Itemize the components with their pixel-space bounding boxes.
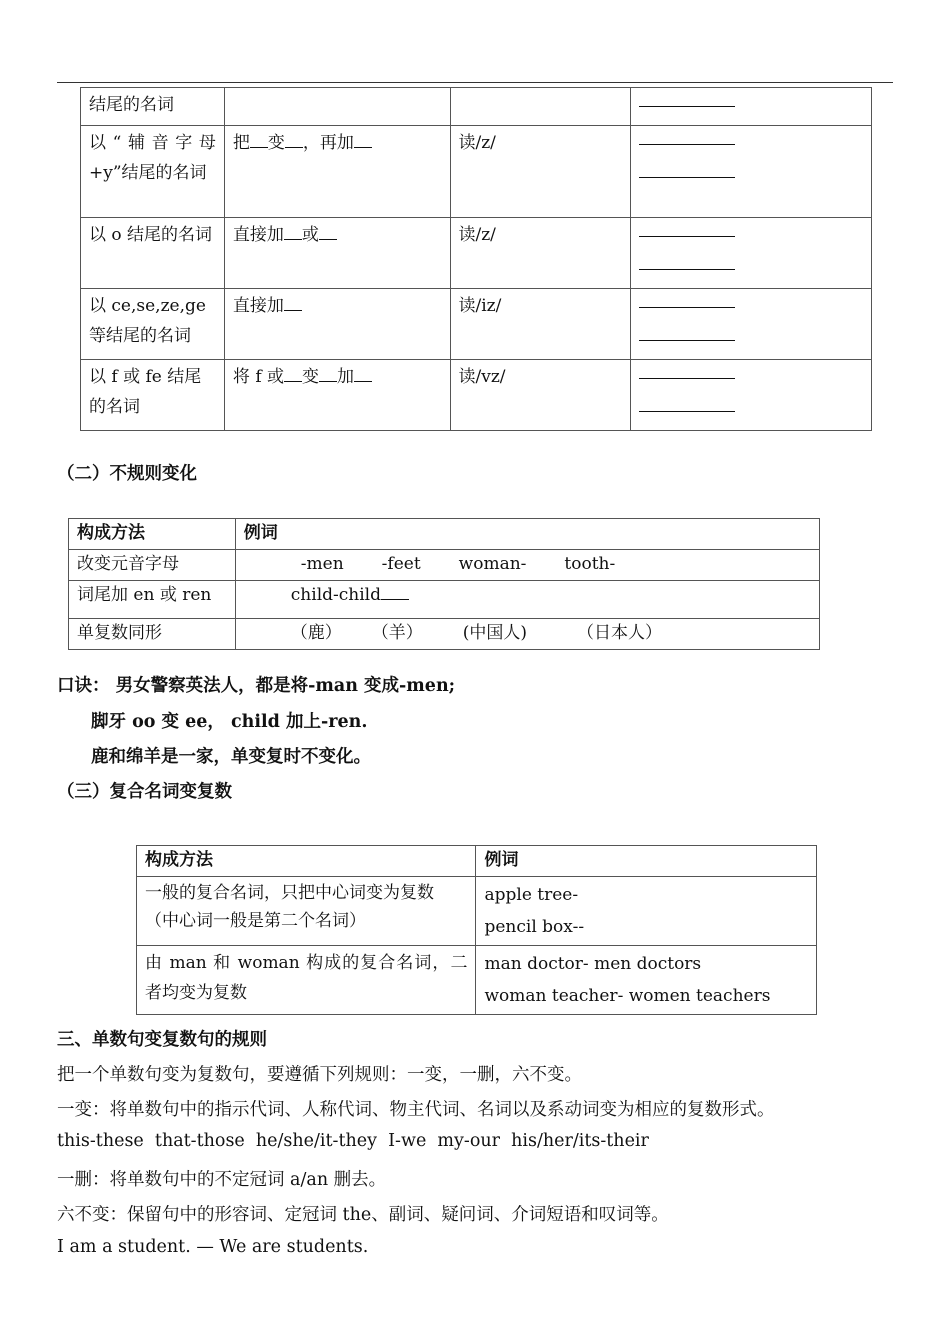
header-rule: [57, 82, 893, 83]
table-row: [137, 877, 817, 946]
examples-cell: child-child: [235, 581, 819, 619]
column-header: 构成方法: [137, 846, 476, 877]
answer-blank[interactable]: [639, 220, 735, 237]
table-row: [69, 581, 820, 619]
pronunciation-cell: 读/z/: [450, 218, 631, 289]
answer-blank[interactable]: [639, 90, 735, 107]
answer-cell: [631, 289, 872, 360]
compound-table: [136, 845, 817, 1015]
table-row: [81, 218, 872, 289]
rule-cell: 结尾的名词: [81, 88, 225, 126]
rule-cell: 以 o 结尾的名词: [81, 218, 225, 289]
part3-paragraph-5: 六不变：保留句中的形容词、定冠词 the、副词、疑问词、介词短语和叹词等。: [57, 1205, 669, 1225]
method-cell: 改变元音字母: [69, 550, 236, 581]
table-row: [81, 289, 872, 360]
mnemonic-line-1: 口诀： 男女警察英法人，都是将-man 变成-men;: [57, 676, 456, 696]
section-heading-compound: （三）复合名词变复数: [57, 782, 232, 802]
part3-paragraph-6: I am a student. — We are students.: [57, 1237, 369, 1257]
method-cell: [224, 88, 450, 126]
part3-paragraph-2: 一变：将单数句中的指示代词、人称代词、物主代词、名词以及系动词变为相应的复数形式。: [57, 1100, 775, 1120]
irregular-table: [68, 518, 820, 650]
table-row: [69, 550, 820, 581]
pronunciation-cell: 读/vz/: [450, 360, 631, 431]
column-header: 例词: [235, 519, 819, 550]
answer-blank[interactable]: [639, 253, 735, 270]
part3-paragraph-4: 一删：将单数句中的不定冠词 a/an 删去。: [57, 1170, 387, 1190]
part3-paragraph-3: this-these that-those he/she/it-they I-we my-our his/her/its-their: [57, 1131, 649, 1151]
part3-heading: 三、单数句变复数句的规则: [57, 1030, 267, 1050]
pronunciation-cell: 读/iz/: [450, 289, 631, 360]
answer-cell: [631, 218, 872, 289]
plural-rules-table: [80, 87, 872, 431]
mnemonic-line-2: 脚牙 oo 变 ee， child 加上-ren.: [91, 712, 368, 732]
table-row: [81, 126, 872, 218]
table-header-row: [69, 519, 820, 550]
examples-cell: -men -feet woman- tooth-: [235, 550, 819, 581]
rule-cell: 以 f 或 fe 结尾的名词: [81, 360, 225, 431]
rule-cell: 以“辅音字母+y”结尾的名词: [81, 126, 225, 218]
examples-cell: man doctor- men doctors woman teacher- women teachers: [476, 946, 817, 1015]
method-cell: 由 man 和 woman 构成的复合名词，二者均变为复数: [137, 946, 476, 1015]
answer-blank[interactable]: [639, 362, 735, 379]
column-header: 构成方法: [69, 519, 236, 550]
mnemonic-line-3: 鹿和绵羊是一家，单变复时不变化。: [91, 747, 371, 767]
section-heading-irregular: （二）不规则变化: [57, 464, 197, 484]
column-header: 例词: [476, 846, 817, 877]
answer-blank[interactable]: [639, 324, 735, 341]
rule-cell: 以 ce,se,ze,ge 等结尾的名词: [81, 289, 225, 360]
table-row: [137, 946, 817, 1015]
method-cell: 把 变 ，再加: [224, 126, 450, 218]
table-header-row: [137, 846, 817, 877]
table-row: [81, 88, 872, 126]
examples-cell: apple tree- pencil box--: [476, 877, 817, 946]
table-row: [81, 360, 872, 431]
answer-blank[interactable]: [639, 161, 735, 178]
pronunciation-cell: [450, 88, 631, 126]
answer-blank[interactable]: [639, 128, 735, 145]
pronunciation-cell: 读/z/: [450, 126, 631, 218]
part3-paragraph-1: 把一个单数句变为复数句，要遵循下列规则：一变，一删，六不变。: [57, 1065, 582, 1085]
method-cell: 一般的复合名词，只把中心词变为复数（中心词一般是第二个名词）: [137, 877, 476, 946]
table-row: [69, 619, 820, 650]
answer-cell: [631, 126, 872, 218]
answer-cell: [631, 88, 872, 126]
method-cell: 直接加: [224, 289, 450, 360]
answer-blank[interactable]: [639, 395, 735, 412]
method-cell: 单复数同形: [69, 619, 236, 650]
method-cell: 将 f 或 变 加: [224, 360, 450, 431]
method-cell: 直接加 或: [224, 218, 450, 289]
examples-cell: （鹿） （羊） (中国人) （日本人）: [235, 619, 819, 650]
answer-blank[interactable]: [639, 291, 735, 308]
answer-cell: [631, 360, 872, 431]
method-cell: 词尾加 en 或 ren: [69, 581, 236, 619]
